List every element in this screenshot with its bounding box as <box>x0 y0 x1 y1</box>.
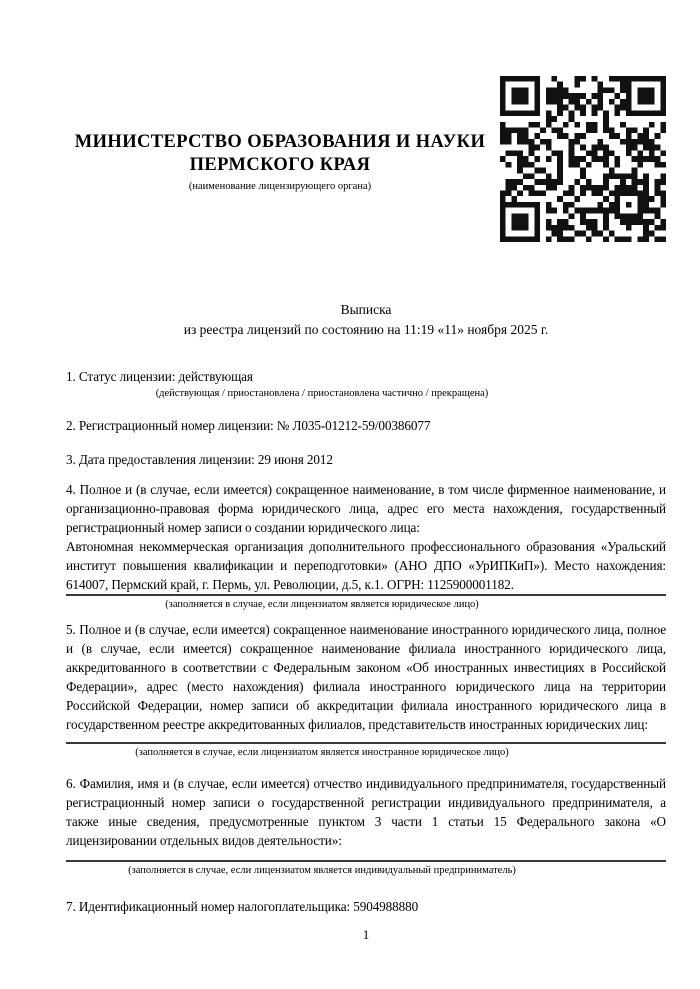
licensing-authority-header <box>63 131 497 193</box>
legal-entity-caption: (заполняется в случае, если лицензиатом является юридическое лицо) <box>165 599 479 610</box>
qr-code-image <box>500 76 666 242</box>
individual-entrepreneur-fill-line <box>66 860 666 862</box>
extract-body <box>66 367 666 916</box>
item-individual-entrepreneur-prompt: 6. Фамилия, имя и (в случае, если имеется) отчество индивидуального предпринимателя, государственный регистрационный номер записи о государственной регистрации индивидуального предпринимателя, а также иные сведения, предусмотренные пунктом 3 части 1 статьи 15 Федерального закона «О лицензировании отдельных видов деятельности»: <box>66 776 666 848</box>
item-grant-date: 3. Дата предоставления лицензии: 29 июня 2012 <box>66 452 333 467</box>
item-registration-number: 2. Регистрационный номер лицензии: № Л035-01212-59/00386077 <box>66 418 431 433</box>
foreign-entity-caption: (заполняется в случае, если лицензиатом является иностранное юридическое лицо) <box>135 747 509 758</box>
extract-title: Выписка <box>340 302 392 317</box>
item-license-status: 1. Статус лицензии: действующая <box>66 369 253 384</box>
item-legal-entity-value: Автономная некоммерческая организация дополнительного профессионального образования «Уральский институт повышения квалификации и переподготовки» (АНО ДПО «УрИПКиП»). Место нахождения: 614007, Пермский край, г. Пермь, ул. Революции, д.5, к.1. ОГРН: 1125900001182. <box>66 539 666 592</box>
foreign-entity-fill-line <box>66 742 666 744</box>
item-taxpayer-number: 7. Идентификационный номер налогоплательщика: 5904988880 <box>66 899 419 914</box>
page-number: 1 <box>362 927 370 942</box>
license-status-options-caption: (действующая / приостановлена / приостановлена частично / прекращена) <box>155 388 489 399</box>
ministry-name-line1: МИНИСТЕРСТВО ОБРАЗОВАНИЯ И НАУКИ <box>74 132 486 152</box>
ministry-caption: (наименование лицензирующего органа) <box>188 181 372 192</box>
ministry-name-line2: ПЕРМСКОГО КРАЯ <box>189 155 371 175</box>
extract-title-block <box>66 300 666 340</box>
extract-subtitle: из реестра лицензий по состоянию на 11:19 «11» ноября 2025 г. <box>183 322 549 337</box>
item-legal-entity-prompt: 4. Полное и (в случае, если имеется) сокращенное наименование, в том числе фирменное наименование, и организационно-правовая форма юридического лица, адрес его места нахождения, государственный регистрационный номер записи о создании юридического лица: <box>66 482 666 535</box>
item-foreign-entity-prompt: 5. Полное и (в случае, если имеется) сокращенное наименование иностранного юридического лица, полное и (в случае, если имеется) сокращенное наименование филиала иностранного юридического лица, аккредитованного в соответствии с Федеральным законом «Об иностранных инвестициях в Российской Федерации», адрес (место нахождения) филиала иностранного юридического лица на территории Российской Федерации, номер записи об аккредитации филиала иностранного юридического лица в государственном реестре аккредитованных филиалов, представительств иностранных юридических лиц: <box>66 622 666 732</box>
individual-entrepreneur-caption: (заполняется в случае, если лицензиатом является индивидуальный предприниматель) <box>128 865 516 876</box>
legal-entity-fill-line <box>66 594 666 596</box>
